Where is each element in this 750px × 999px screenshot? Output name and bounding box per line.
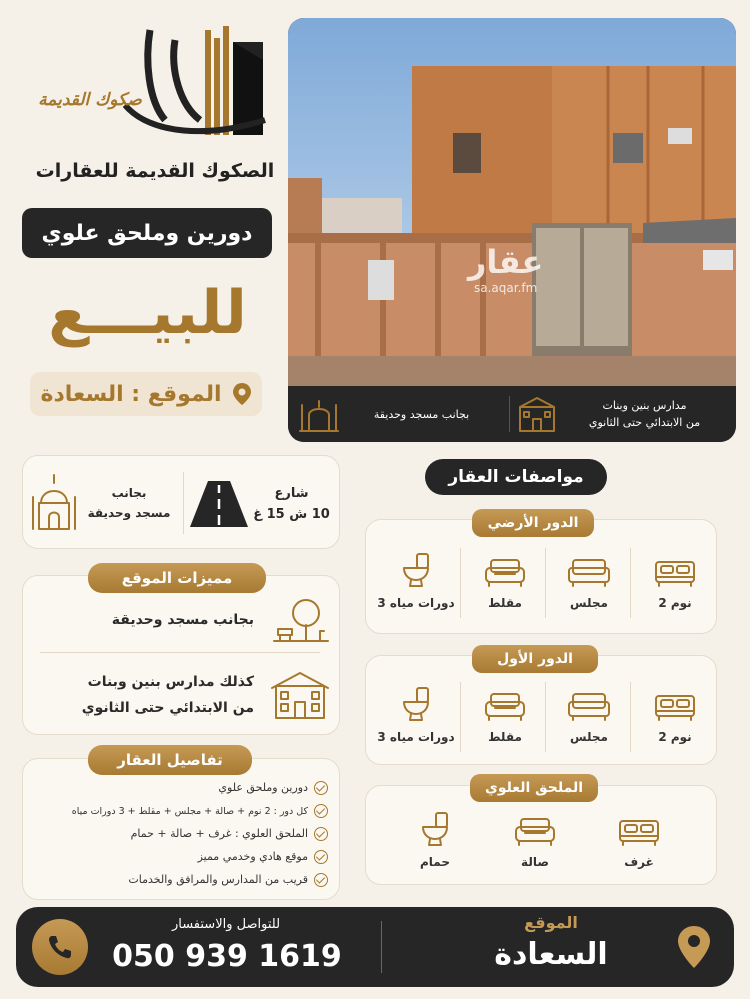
school-icon bbox=[270, 670, 330, 720]
building-logo-icon bbox=[30, 20, 275, 150]
phone-number[interactable]: 050 939 1619 bbox=[112, 939, 342, 974]
mosque-info bbox=[29, 470, 179, 536]
watermark-url: sa.aqar.fm bbox=[474, 281, 538, 295]
spec-dining: مقلط bbox=[466, 556, 544, 610]
annex-title: الملحق العلوي bbox=[470, 774, 598, 802]
spec-bathrooms: 3 دورات مياه bbox=[374, 552, 458, 610]
watermark bbox=[468, 243, 543, 295]
phone-icon-circle[interactable] bbox=[32, 919, 88, 975]
mosque-icon bbox=[29, 473, 79, 533]
couch-icon bbox=[483, 690, 527, 722]
building-photo-illustration bbox=[288, 18, 736, 386]
bed-icon bbox=[653, 690, 697, 722]
toilet-icon bbox=[401, 552, 431, 588]
spec-bedrooms: 2 نوم bbox=[636, 690, 714, 744]
check-icon bbox=[314, 827, 328, 841]
spec-dining: مقلط bbox=[466, 690, 544, 744]
property-photo bbox=[288, 18, 736, 442]
check-icon bbox=[314, 850, 328, 864]
spec-bathrooms: 3 دورات مياه bbox=[374, 686, 458, 744]
feature-park-text: بجانب مسجد وحديقة bbox=[111, 612, 254, 628]
spec-majlis: مجلس bbox=[550, 690, 628, 744]
street-info bbox=[188, 474, 333, 534]
details-title: تفاصيل العقار bbox=[88, 745, 252, 775]
strip-schools bbox=[516, 394, 731, 434]
mosque-value: مسجد وحديقة bbox=[87, 506, 171, 520]
specs-title: مواصفات العقار bbox=[425, 459, 607, 495]
ground-floor-title: الدور الأرضي bbox=[472, 509, 594, 537]
park-icon bbox=[270, 595, 330, 645]
logo-text: صكوك القديمة bbox=[38, 90, 142, 110]
watermark-text: عقار bbox=[468, 243, 544, 281]
street-label: شارع bbox=[274, 486, 309, 501]
offer-title: للبيـــع bbox=[48, 278, 247, 348]
phone-icon bbox=[46, 933, 74, 961]
contact-label: للتواصل والاستفسار bbox=[171, 917, 281, 932]
photo-info-strip bbox=[288, 386, 736, 442]
spec-bathroom: حمام bbox=[396, 811, 474, 869]
check-icon bbox=[314, 873, 328, 887]
couch-icon bbox=[483, 556, 527, 588]
list-item: كل دور : 2 نوم + صالة + مجلس + مقلط + 3 دورات مياه bbox=[32, 804, 328, 818]
couch-icon bbox=[513, 815, 557, 847]
feature-schools-text: كذلك مدارس بنين وبنات من الابتدائي حتى الثانوي bbox=[81, 674, 254, 716]
footer-bar bbox=[16, 907, 734, 987]
spec-hall: صالة bbox=[496, 815, 574, 869]
list-item: الملحق العلوي : غرف + صالة + حمام bbox=[32, 827, 328, 841]
footer-location-label: الموقع bbox=[524, 913, 578, 932]
toilet-icon bbox=[420, 811, 450, 847]
spec-bedrooms: 2 نوم bbox=[636, 556, 714, 610]
location-features-title: مميزات الموقع bbox=[88, 563, 266, 593]
road-icon bbox=[188, 479, 250, 529]
details-list bbox=[32, 781, 328, 896]
location-pin-icon bbox=[676, 924, 712, 970]
sofa-icon bbox=[567, 556, 611, 588]
check-icon bbox=[314, 804, 328, 818]
brand-logo bbox=[30, 20, 275, 150]
property-type-banner: دورين وملحق علوي bbox=[22, 208, 272, 258]
list-item: دورين وملحق علوي bbox=[32, 781, 328, 795]
feature-schools bbox=[40, 662, 330, 728]
sofa-icon bbox=[567, 690, 611, 722]
spec-rooms: غرف bbox=[600, 815, 678, 869]
mosque-label: بجانب bbox=[111, 486, 147, 500]
street-value: 10 ش 15 غ bbox=[253, 507, 330, 522]
mosque-icon bbox=[298, 395, 340, 433]
strip-schools-text: مدارس بنين وبنات من الابتدائي حتى الثانوي bbox=[588, 399, 701, 429]
strip-mosque-text: بجانب مسجد وحديقة bbox=[373, 407, 470, 421]
location-chip-text: الموقع : السعادة bbox=[40, 381, 222, 407]
strip-mosque bbox=[298, 394, 503, 434]
list-item: قريب من المدارس والمرافق والخدمات bbox=[32, 873, 328, 887]
feature-park bbox=[40, 595, 330, 645]
bed-icon bbox=[617, 815, 661, 847]
brand-name: الصكوك القديمة للعقارات bbox=[35, 160, 275, 182]
school-icon bbox=[516, 395, 558, 433]
location-pin-icon bbox=[232, 382, 252, 406]
toilet-icon bbox=[401, 686, 431, 722]
footer-location-value: السعادة bbox=[494, 937, 608, 972]
list-item: موقع هادي وخدمي مميز bbox=[32, 850, 328, 864]
spec-majlis: مجلس bbox=[550, 556, 628, 610]
location-chip bbox=[30, 372, 262, 416]
bed-icon bbox=[653, 556, 697, 588]
street-card bbox=[22, 455, 340, 549]
first-floor-title: الدور الأول bbox=[472, 645, 598, 673]
check-icon bbox=[314, 781, 328, 795]
